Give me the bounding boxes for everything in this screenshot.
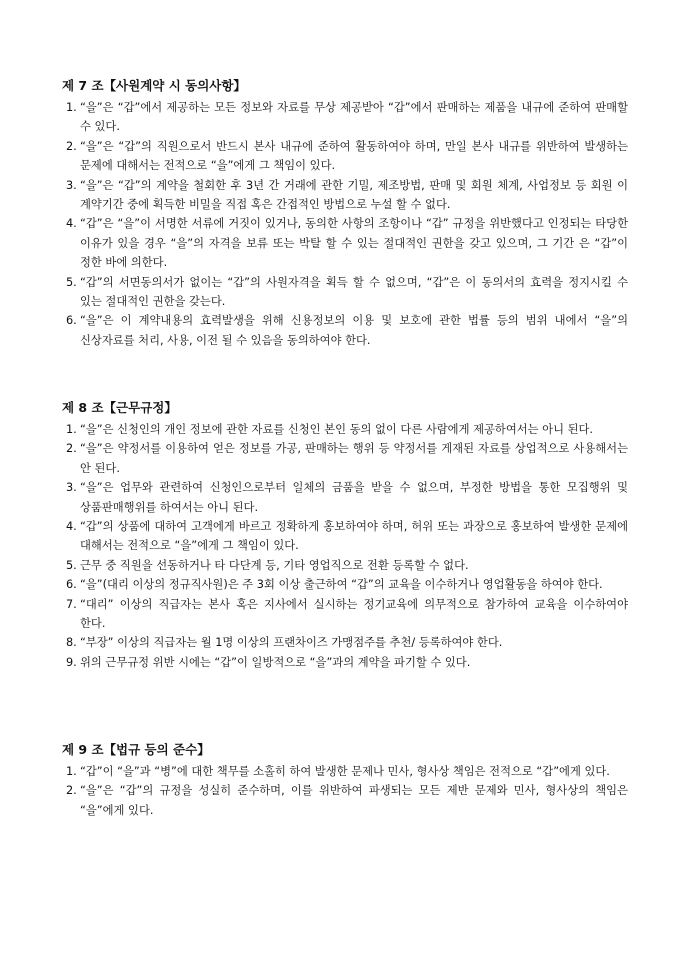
clause-text: “을”은 약정서를 이용하여 얻은 정보를 가공, 판매하는 행위 등 약정서를 게재된 자료를 상업적으로 사용해서는 안 된다.: [80, 442, 628, 475]
article-7: [62, 76, 628, 350]
clause-text: “대리” 이상의 직급자는 본사 혹은 지사에서 실시하는 정기교육에 의무적으로 참가하여 교육을 이수하여야 한다.: [80, 597, 628, 631]
clause-item: [62, 311, 628, 350]
clause-item: [62, 781, 628, 820]
clause-item: [62, 517, 628, 556]
clause-text: “갑”이 “을”과 “병”에 대한 책무를 소홀히 하여 발생한 문제나 민사, 형사상 책임은 전적으로 “갑”에게 있다.: [80, 765, 610, 778]
clause-item: [62, 653, 628, 672]
clause-number: 2.: [66, 784, 77, 798]
clause-list: [62, 420, 628, 672]
clause-number: 7.: [66, 597, 77, 611]
clause-number: 2.: [66, 139, 77, 153]
clause-number: 8.: [66, 636, 77, 650]
clause-number: 4.: [66, 217, 77, 231]
clause-item: [62, 420, 628, 439]
clause-text: “을”은 “갑”에서 제공하는 모든 정보와 자료를 무상 제공받아 “갑”에서 판매하는 제품을 내규에 준하여 판매할 수 있다.: [80, 101, 628, 134]
clause-text: “을”은 “갑”의 직원으로서 반드시 본사 내규에 준하여 활동하여야 하며, 만일 본사 내규를 위반하여 발생하는 문제에 대해서는 전적으로 “을”에게 그 책임이 있다.: [80, 139, 628, 173]
article-heading: 제 9 조【법규 등의 준수】: [62, 742, 210, 757]
clause-number: 2.: [66, 442, 77, 456]
clause-list: [62, 98, 628, 350]
clause-item: [62, 478, 628, 517]
clause-text: “을”은 신청인의 개인 정보에 관한 자료를 신청인 본인 동의 없이 다른 사람에게 제공하여서는 아니 된다.: [80, 423, 593, 436]
clause-text: “갑”의 서면동의서가 없이는 “갑”의 사원자격을 획득 할 수 없으며, “갑”은 이 동의서의 효력을 정지시킬 수 있는 절대적인 권한을 갖는다.: [80, 275, 628, 309]
article-heading: 제 7 조【사원계약 시 동의사항】: [62, 78, 246, 93]
clause-number: 1.: [66, 101, 77, 114]
clause-text: “을”은 “갑”의 계약을 철회한 후 3년 간 거래에 관한 기밀, 제조방법, 판매 및 회원 체계, 사업정보 등 회원 이 계약기간 중에 획득한 비밀을 직접 혹은 간접적인 방법으로 누설 할 수 없다.: [80, 178, 628, 212]
clause-number: 6.: [66, 578, 77, 592]
clause-text: “갑”의 상품에 대하여 고객에게 바르고 정확하게 홍보하여야 하며, 허위 또는 과장으로 홍보하여 발생한 문제에 대해서는 전적으로 “을”에게 그 책임이 있다.: [80, 520, 628, 553]
clause-number: 1.: [66, 765, 77, 778]
clause-list: [62, 762, 628, 820]
clause-number: 9.: [66, 655, 77, 669]
clause-item: [62, 214, 628, 272]
clause-number: 3.: [66, 481, 77, 495]
clause-item: [62, 137, 628, 176]
clause-text: “부장” 이상의 직급자는 월 1명 이상의 프랜차이즈 가맹점주를 추천/ 등록하여야 한다.: [80, 636, 503, 650]
clause-item: [62, 176, 628, 215]
clause-item: [62, 98, 628, 137]
clause-number: 5.: [66, 275, 77, 289]
clause-text: 근무 중 직원을 선동하거나 타 다단계 등, 기타 영업직으로 전환 등록할 수 없다.: [80, 558, 469, 572]
clause-item: [62, 575, 628, 594]
clause-number: 6.: [66, 314, 77, 328]
clause-number: 1.: [66, 423, 77, 436]
clause-text: “을”은 “갑”의 규정을 성실히 준수하며, 이를 위반하여 파생되는 모든 제반 문제와 민사, 형사상의 책임은 “을”에게 있다.: [80, 784, 628, 817]
clause-item: [62, 439, 628, 478]
clause-text: “을”은 업무와 관련하여 신청인으로부터 일체의 금품을 받을 수 없으며, 부정한 방법을 통한 모집행위 및 상품판매행위를 하여서는 아니 된다.: [80, 481, 628, 514]
clause-number: 3.: [66, 178, 77, 192]
clause-item: [62, 762, 628, 781]
clause-item: [62, 595, 628, 634]
clause-text: “을”(대리 이상의 정규직사원)은 주 3회 이상 출근하여 “갑”의 교육을 이수하거나 영업활동을 하여야 한다.: [80, 578, 603, 592]
clause-text: “갑”은 “을”이 서명한 서류에 거짓이 있거나, 동의한 사항의 조항이나 “갑” 규정을 위반했다고 인정되는 타당한 이유가 있을 경우 “을”의 자격을 보류 또는 박탈 할 수 있는 절대적인 권한을 갖고 있으며, 그 기간 은 “갑”이 정한 바에 의한다.: [80, 217, 628, 270]
clause-number: 5.: [66, 558, 77, 572]
clause-number: 4.: [66, 520, 77, 534]
article-heading: 제 8 조【근무규정】: [62, 400, 177, 415]
clause-item: [62, 556, 628, 575]
clause-item: [62, 273, 628, 312]
clause-text: 위의 근무규정 위반 시에는 “갑”이 일방적으로 “을”과의 계약을 파기할 수 있다.: [80, 655, 471, 669]
article-8: [62, 398, 628, 672]
clause-text: “을”은 이 계약내용의 효력발생을 위해 신용정보의 이용 및 보호에 관한 법률 등의 범위 내에서 “을”의 신상자료를 처리, 사용, 이전 될 수 있음을 동의하여야 한다.: [80, 314, 628, 347]
article-9: [62, 740, 628, 820]
clause-item: [62, 633, 628, 652]
